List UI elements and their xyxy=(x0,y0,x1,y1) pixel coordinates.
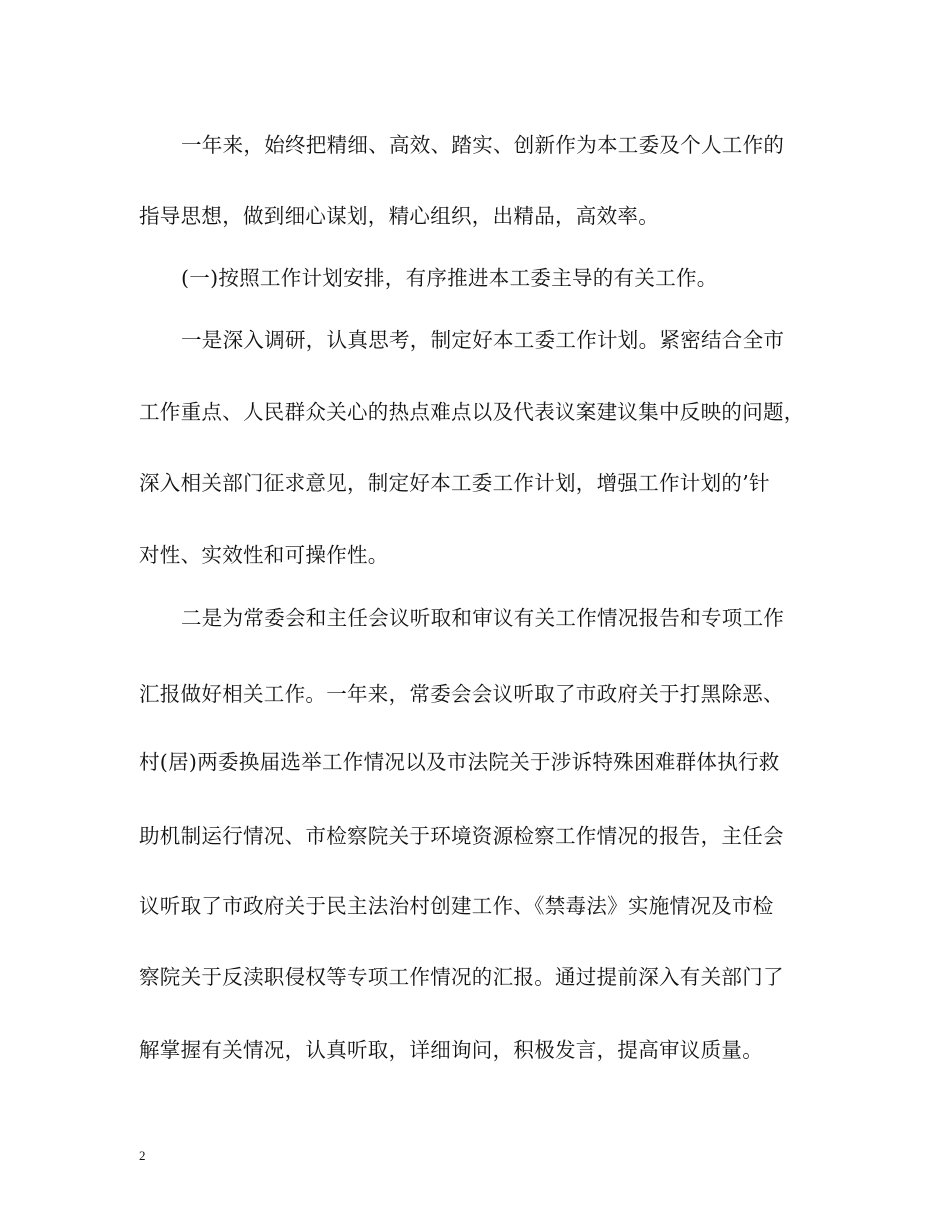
paragraph-line: 一是深入调研，认真思考，制定好本工委工作计划。紧密结合全市 xyxy=(181,328,785,352)
paragraph-line: 一年来，始终把精细、高效、踏实、创新作为本工委及个人工作的 xyxy=(181,133,785,157)
paragraph-line: 助机制运行情况、市检察院关于环境资源检察工作情况的报告，主任会 xyxy=(139,824,784,848)
paragraph-line: 村(居)两委换届选举工作情况以及市法院关于涉诉特殊困难群体执行救 xyxy=(139,750,780,774)
section-heading: (一)按照工作计划安排，有序推进本工委主导的有关工作。 xyxy=(181,266,718,290)
page-number: 2 xyxy=(139,1148,146,1163)
paragraph-line: 对性、实效性和可操作性。 xyxy=(139,543,389,567)
paragraph-line: 察院关于反渎职侵权等专项工作情况的汇报。通过提前深入有关部门了 xyxy=(139,965,784,989)
paragraph-line: 解掌握有关情况，认真听取，详细询问，积极发言，提高审议质量。 xyxy=(139,1038,763,1062)
paragraph-line: 工作重点、人民群众关心的热点难点以及代表议案建议集中反映的问题， xyxy=(139,400,805,424)
paragraph-line: 汇报做好相关工作。一年来，常委会会议听取了市政府关于打黑除恶、 xyxy=(139,682,784,706)
paragraph-line: 议听取了市政府关于民主法治村创建工作、《禁毒法》实施情况及市检 xyxy=(139,894,774,918)
paragraph-line: 指导思想，做到细心谋划，精心组织，出精品，高效率。 xyxy=(139,204,659,228)
paragraph-line: 深入相关部门征求意见，制定好本工委工作计划，增强工作计划的’针 xyxy=(139,471,770,495)
paragraph-line: 二是为常委会和主任会议听取和审议有关工作情况报告和专项工作 xyxy=(181,606,785,630)
